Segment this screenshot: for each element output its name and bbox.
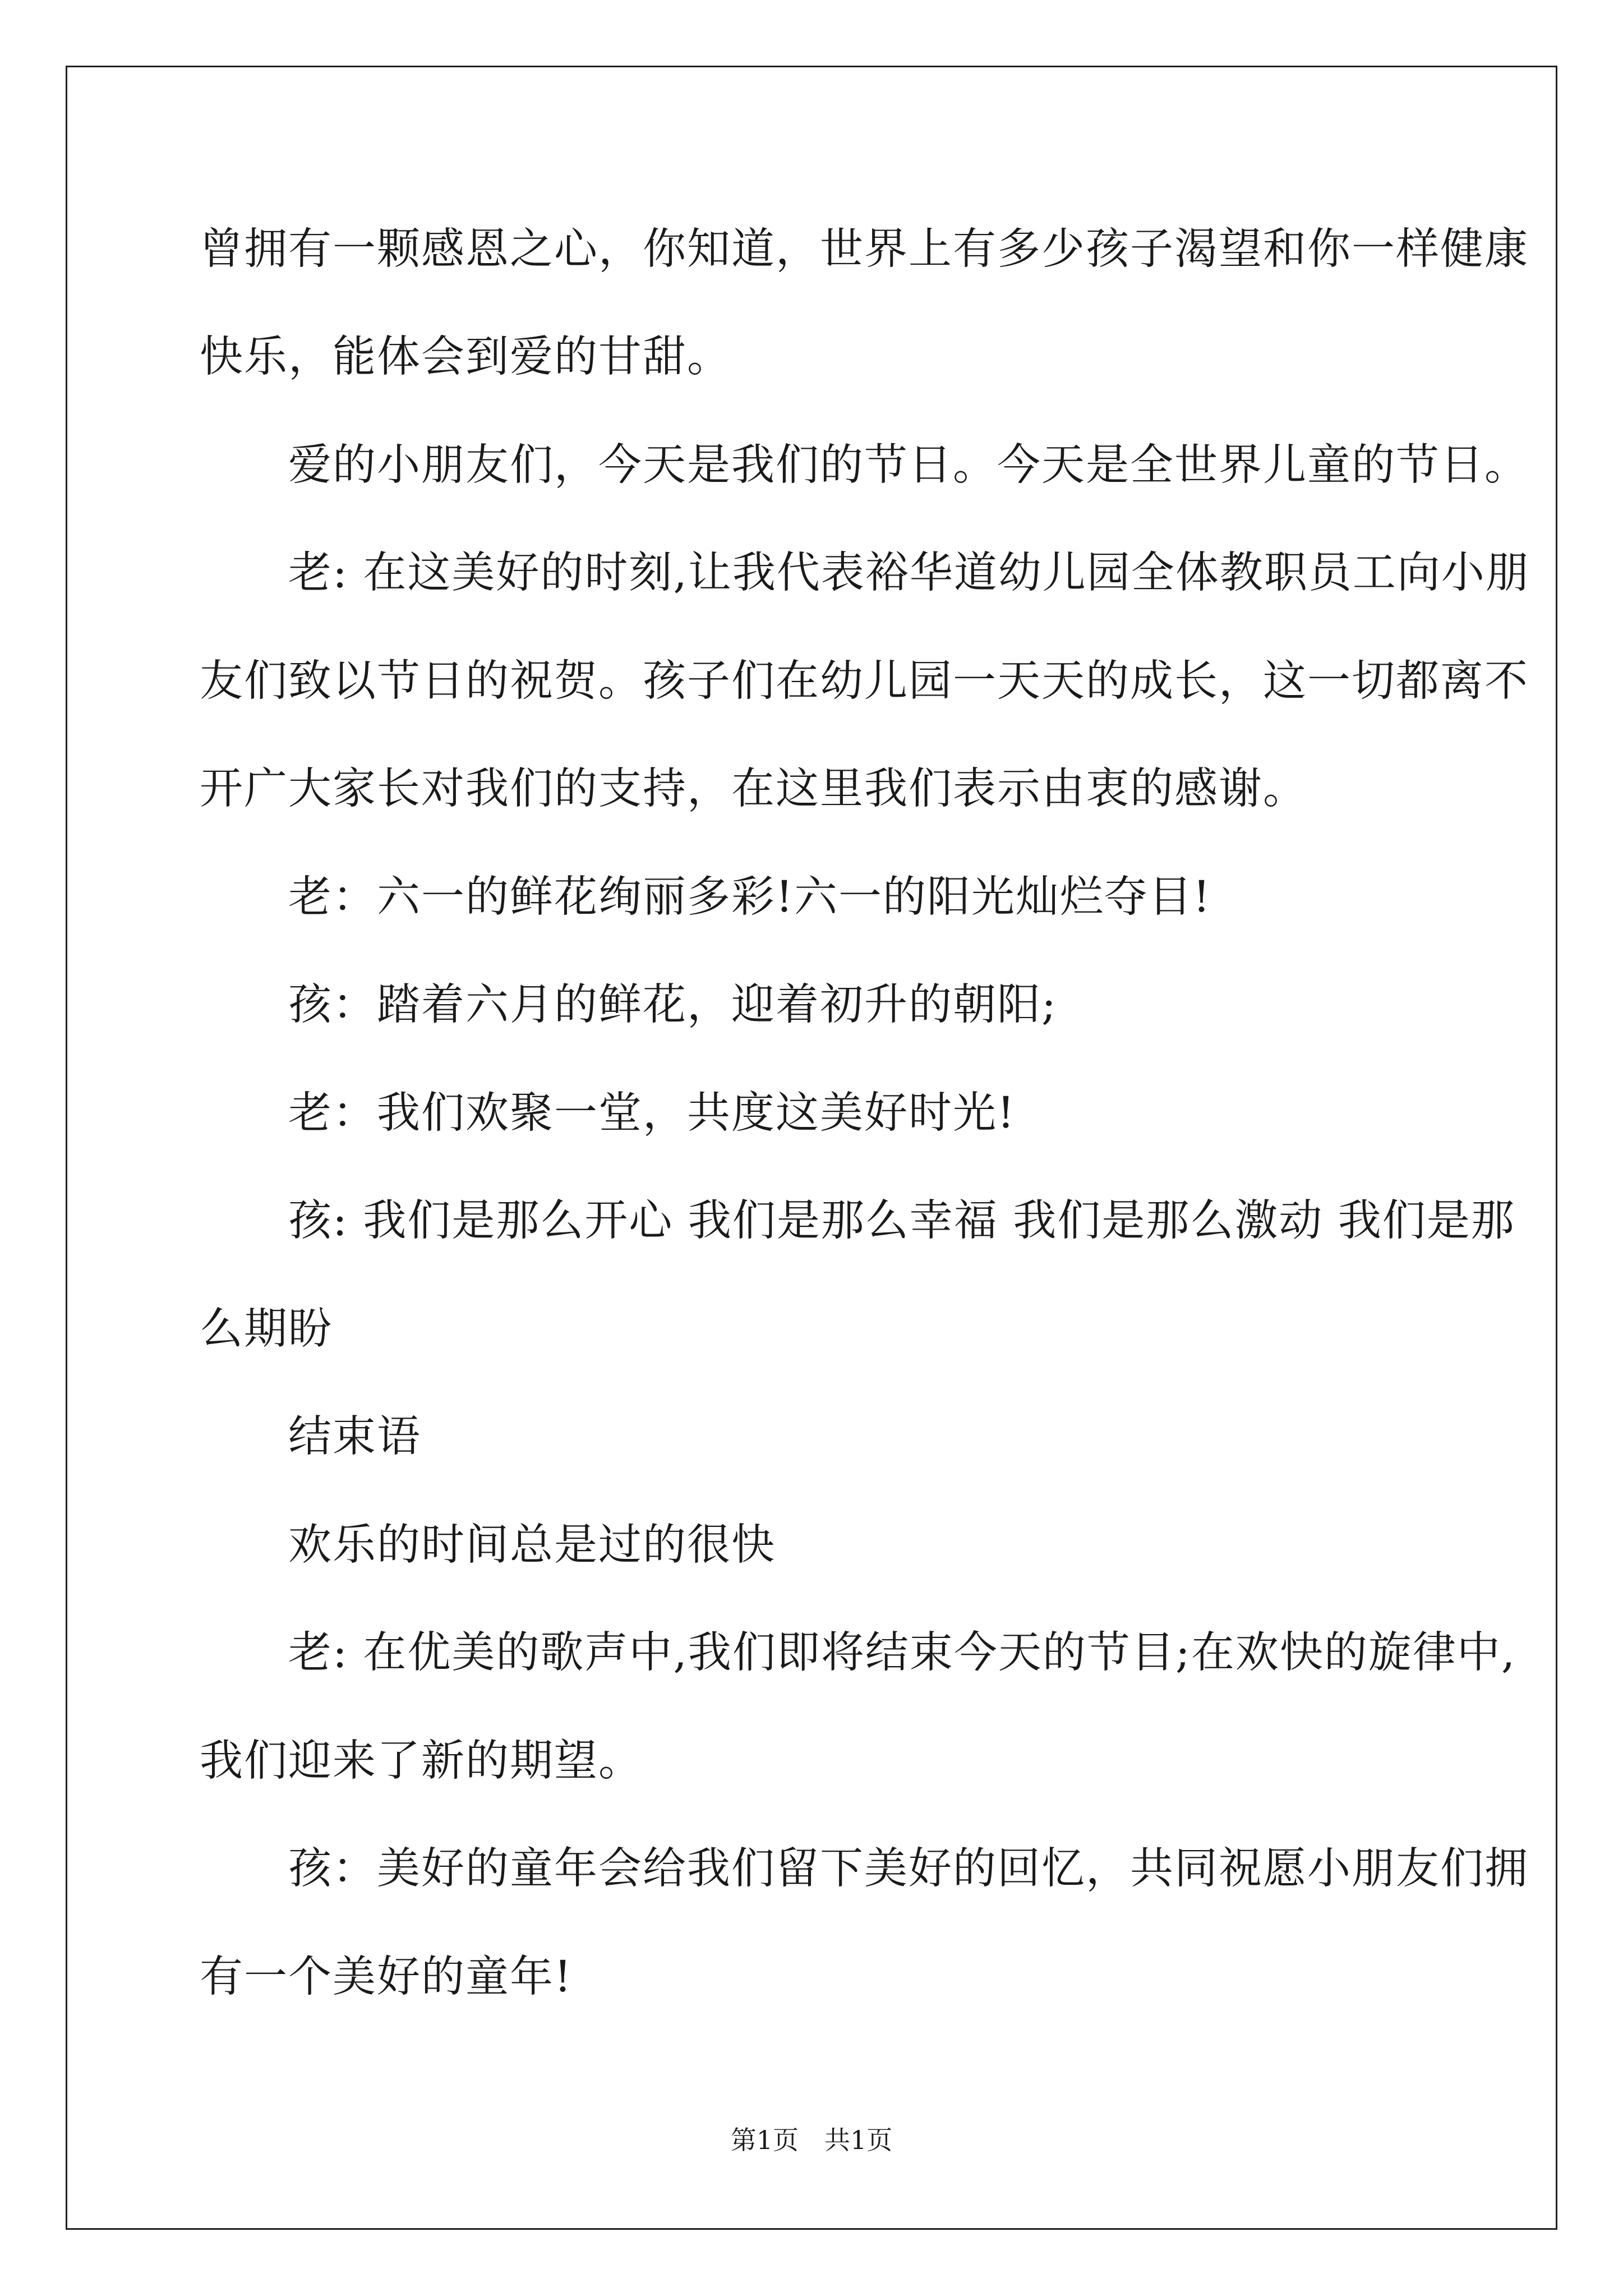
text-line: 孩: 我们是那么开心 我们是那么幸福 我们是那么激动 我们是那 — [200, 1196, 1515, 1246]
text-line: 老: 在优美的歌声中,我们即将结束今天的节目;在欢快的旋律中, — [200, 1628, 1516, 1678]
section-heading: 结束语 — [200, 1412, 421, 1462]
text-line: 老：六一的鲜花绚丽多彩!六一的阳光灿烂夺目! — [200, 872, 1211, 922]
text-line: 我们迎来了新的期望。 — [200, 1736, 643, 1786]
text-line: 老: 在这美好的时刻,让我代表裕华道幼儿园全体教职员工向小朋 — [200, 548, 1530, 598]
text-line: 爱的小朋友们，今天是我们的节日。今天是全世界儿童的节日。 — [200, 440, 1529, 490]
text-line: 老：我们欢聚一堂，共度这美好时光! — [200, 1088, 1016, 1138]
text-line: 孩：踏着六月的鲜花，迎着初升的朝阳; — [200, 980, 1057, 1030]
text-line: 友们致以节日的祝贺。孩子们在幼儿园一天天的成长，这一切都离不 — [200, 656, 1529, 706]
text-line: 快乐，能体会到爱的甘甜。 — [200, 332, 731, 382]
text-line: 有一个美好的童年! — [200, 1952, 573, 2002]
text-line: 开广大家长对我们的支持，在这里我们表示由衷的感谢。 — [200, 764, 1307, 814]
text-line: 孩：美好的童年会给我们留下美好的回忆，共同祝愿小朋友们拥 — [200, 1844, 1529, 1894]
text-line: 么期盼 — [200, 1304, 333, 1354]
page-number: 第1页 共1页 — [730, 2125, 893, 2155]
text-line: 曾拥有一颗感恩之心，你知道，世界上有多少孩子渴望和你一样健康 — [200, 224, 1529, 274]
page-border — [66, 66, 1557, 2230]
text-line: 欢乐的时间总是过的很快 — [200, 1520, 776, 1570]
